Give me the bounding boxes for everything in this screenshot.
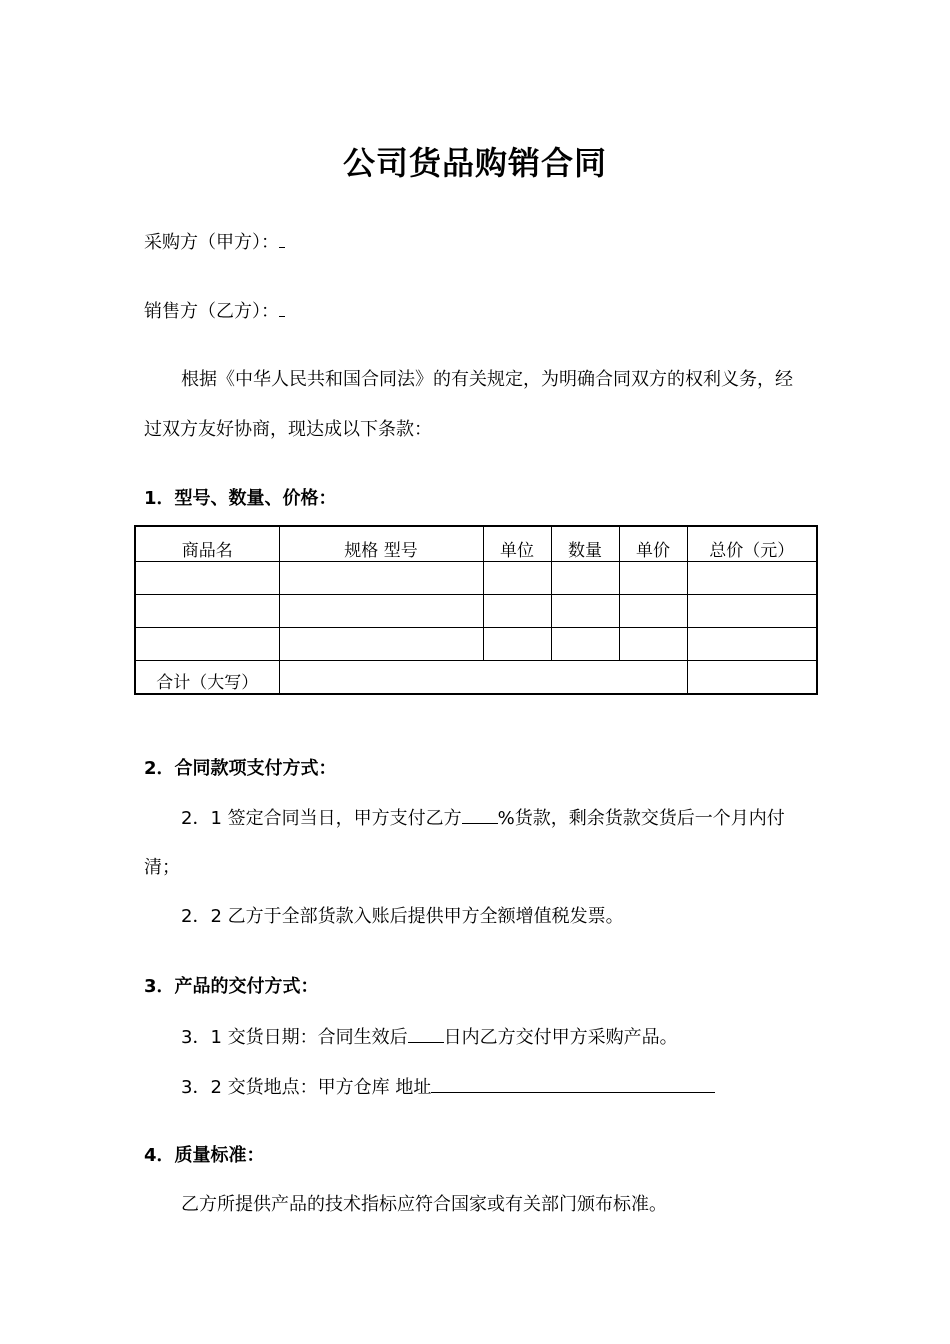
intro-line-2: 过双方友好协商，现达成以下条款： bbox=[144, 419, 432, 440]
header-quantity: 数量 bbox=[551, 526, 619, 562]
clause-3-2-prefix: 3．2 交货地点：甲方仓库 地址 bbox=[181, 1077, 432, 1098]
section-4-heading: 4．质量标准： bbox=[144, 1145, 265, 1166]
table-header-row bbox=[135, 526, 817, 562]
seller-name-blank[interactable] bbox=[279, 298, 285, 317]
delivery-days-blank[interactable] bbox=[408, 1024, 444, 1043]
goods-table bbox=[134, 525, 818, 695]
table-cell[interactable] bbox=[279, 595, 483, 628]
table-cell[interactable] bbox=[135, 562, 279, 595]
table-row bbox=[135, 562, 817, 595]
buyer-label: 采购方（甲方）： bbox=[144, 232, 279, 253]
table-cell[interactable] bbox=[619, 628, 687, 661]
table-cell[interactable] bbox=[619, 595, 687, 628]
table-cell[interactable] bbox=[551, 595, 619, 628]
total-amount-cell[interactable] bbox=[687, 661, 817, 695]
table-cell[interactable] bbox=[483, 562, 551, 595]
payment-percent-blank[interactable] bbox=[462, 805, 498, 824]
clause-2-1-prefix: 2．1 签定合同当日，甲方支付乙方 bbox=[181, 808, 462, 829]
seller-line bbox=[144, 298, 285, 324]
header-total-price: 总价（元） bbox=[687, 526, 817, 562]
clause-2-1-continuation: 清； bbox=[144, 857, 180, 878]
clause-3-1-suffix: 日内乙方交付甲方采购产品。 bbox=[443, 1027, 678, 1048]
section-2-heading: 2．合同款项支付方式： bbox=[144, 758, 337, 779]
table-row bbox=[135, 595, 817, 628]
table-cell[interactable] bbox=[619, 562, 687, 595]
seller-label: 销售方（乙方）： bbox=[144, 301, 279, 322]
section-3-heading: 3．产品的交付方式： bbox=[144, 976, 319, 997]
document-title: 公司货品购销合同 bbox=[342, 144, 607, 182]
table-cell[interactable] bbox=[279, 562, 483, 595]
table-cell[interactable] bbox=[135, 595, 279, 628]
clause-2-1 bbox=[181, 805, 785, 831]
clause-3-2 bbox=[181, 1074, 715, 1100]
clause-2-1-suffix: %货款，剩余货款交货后一个月内付 bbox=[497, 808, 785, 829]
table-cell[interactable] bbox=[687, 628, 817, 661]
clause-3-1-prefix: 3．1 交货日期：合同生效后 bbox=[181, 1027, 408, 1048]
table-row bbox=[135, 628, 817, 661]
table-cell[interactable] bbox=[483, 628, 551, 661]
buyer-name-blank[interactable] bbox=[279, 229, 285, 248]
header-spec-model: 规格 型号 bbox=[279, 526, 483, 562]
buyer-line bbox=[144, 229, 285, 255]
table-cell[interactable] bbox=[687, 562, 817, 595]
header-product-name: 商品名 bbox=[135, 526, 279, 562]
table-cell[interactable] bbox=[687, 595, 817, 628]
table-cell[interactable] bbox=[551, 628, 619, 661]
header-unit-price: 单价 bbox=[619, 526, 687, 562]
intro-line-1: 根据《中华人民共和国合同法》的有关规定，为明确合同双方的权利义务，经 bbox=[181, 369, 793, 390]
clause-4-text: 乙方所提供产品的技术指标应符合国家或有关部门颁布标准。 bbox=[181, 1194, 667, 1215]
header-unit: 单位 bbox=[483, 526, 551, 562]
table-total-row bbox=[135, 661, 817, 695]
total-amount-words-cell[interactable] bbox=[279, 661, 687, 695]
section-1-heading: 1．型号、数量、价格： bbox=[144, 488, 337, 509]
clause-3-1 bbox=[181, 1024, 678, 1050]
total-label-cell: 合计（大写） bbox=[135, 661, 279, 695]
table-cell[interactable] bbox=[483, 595, 551, 628]
table-cell[interactable] bbox=[551, 562, 619, 595]
clause-2-2: 2．2 乙方于全部货款入账后提供甲方全额增值税发票。 bbox=[181, 906, 624, 927]
table-cell[interactable] bbox=[279, 628, 483, 661]
delivery-address-blank[interactable] bbox=[431, 1074, 715, 1093]
table-cell[interactable] bbox=[135, 628, 279, 661]
